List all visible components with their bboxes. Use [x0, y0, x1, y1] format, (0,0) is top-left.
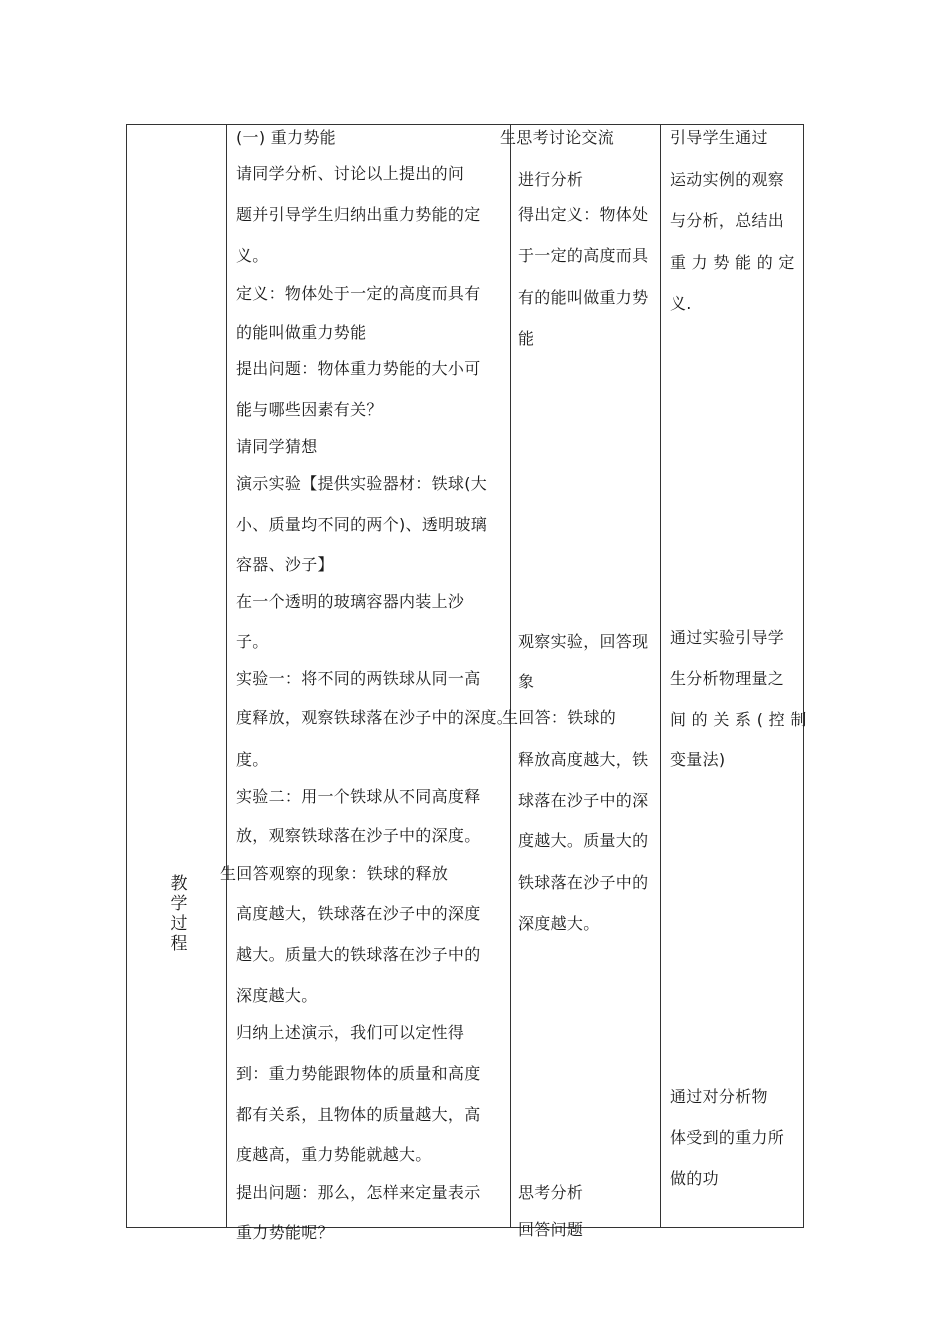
teacher-line: 越大。质量大的铁球落在沙子中的	[236, 945, 481, 964]
intent-line: 生分析物理量之	[670, 669, 785, 688]
teacher-line: 在一个透明的玻璃容器内装上沙	[236, 592, 465, 611]
student-line: 铁球落在沙子中的	[518, 873, 649, 892]
teacher-line: 到：重力势能跟物体的质量和高度	[236, 1064, 481, 1083]
teacher-line: 请同学猜想	[236, 437, 318, 456]
teacher-line: 实验二：用一个铁球从不同高度释	[236, 787, 481, 806]
intent-line: 重 力 势 能 的 定	[670, 253, 795, 272]
student-line: 释放高度越大，铁	[518, 750, 649, 769]
column-divider-1	[226, 124, 227, 1228]
teacher-line: 义。	[236, 246, 269, 265]
student-line: 进行分析	[518, 170, 584, 189]
teacher-line: 归纳上述演示，我们可以定性得	[236, 1023, 465, 1042]
intent-line: 变量法)	[670, 750, 726, 769]
section-label-char: 学	[170, 894, 188, 914]
student-line: 生回答：铁球的	[502, 708, 617, 727]
teacher-line: (一) 重力势能	[236, 128, 336, 147]
teacher-line: 的能叫做重力势能	[236, 323, 367, 342]
intent-line: 义.	[670, 294, 692, 313]
teacher-line: 深度越大。	[236, 986, 318, 1005]
intent-line: 与分析，总结出	[670, 211, 785, 230]
teacher-line: 子。	[236, 632, 269, 651]
section-label	[168, 874, 190, 954]
column-divider-2	[510, 124, 511, 1228]
teacher-line: 能与哪些因素有关？	[236, 400, 383, 419]
teacher-line: 放，观察铁球落在沙子中的深度。	[236, 826, 481, 845]
student-line: 思考分析	[518, 1183, 584, 1202]
student-line: 回答问题	[518, 1220, 584, 1239]
intent-line: 通过对分析物	[670, 1087, 768, 1106]
section-label-char: 过	[170, 914, 188, 934]
teacher-line: 题并引导学生归纳出重力势能的定	[236, 205, 481, 224]
intent-line: 间 的 关 系 ( 控 制	[670, 710, 807, 729]
teacher-line: 小、质量均不同的两个)、透明玻璃	[236, 515, 488, 534]
teacher-line: 演示实验【提供实验器材：铁球(大	[236, 474, 488, 493]
teacher-line: 生回答观察的现象：铁球的释放	[220, 864, 449, 883]
student-line: 球落在沙子中的深	[518, 791, 649, 810]
teacher-line: 重力势能呢？	[236, 1223, 334, 1242]
intent-line: 体受到的重力所	[670, 1128, 785, 1147]
student-line: 深度越大。	[518, 914, 600, 933]
teacher-line: 度。	[236, 750, 269, 769]
teacher-line: 提出问题：物体重力势能的大小可	[236, 359, 481, 378]
intent-line: 引导学生通过	[670, 128, 768, 147]
student-line: 有的能叫做重力势	[518, 288, 649, 307]
student-line: 观察实验，回答现	[518, 632, 649, 651]
teacher-line: 度越高，重力势能就越大。	[236, 1145, 432, 1164]
column-divider-3	[660, 124, 661, 1228]
teacher-line: 提出问题：那么，怎样来定量表示	[236, 1183, 481, 1202]
teacher-line: 度释放，观察铁球落在沙子中的深度。	[236, 708, 514, 727]
teacher-line: 高度越大，铁球落在沙子中的深度	[236, 904, 481, 923]
teacher-line: 实验一：将不同的两铁球从同一高	[236, 669, 481, 688]
student-line: 生思考讨论交流	[500, 128, 615, 147]
student-line: 度越大。质量大的	[518, 831, 649, 850]
section-label-char: 教	[170, 874, 188, 894]
teacher-line: 都有关系，且物体的质量越大，高	[236, 1105, 481, 1124]
teacher-line: 定义：物体处于一定的高度而具有	[236, 284, 481, 303]
intent-line: 通过实验引导学	[670, 628, 785, 647]
student-line: 于一定的高度而具	[518, 246, 649, 265]
teacher-line: 请同学分析、讨论以上提出的问	[236, 164, 465, 183]
intent-line: 做的功	[670, 1169, 719, 1188]
student-line: 能	[518, 329, 535, 348]
student-line: 得出定义：物体处	[518, 205, 649, 224]
teacher-line: 容器、沙子】	[236, 555, 334, 574]
intent-line: 运动实例的观察	[670, 170, 785, 189]
student-line: 象	[518, 672, 535, 691]
section-label-char: 程	[170, 934, 188, 954]
